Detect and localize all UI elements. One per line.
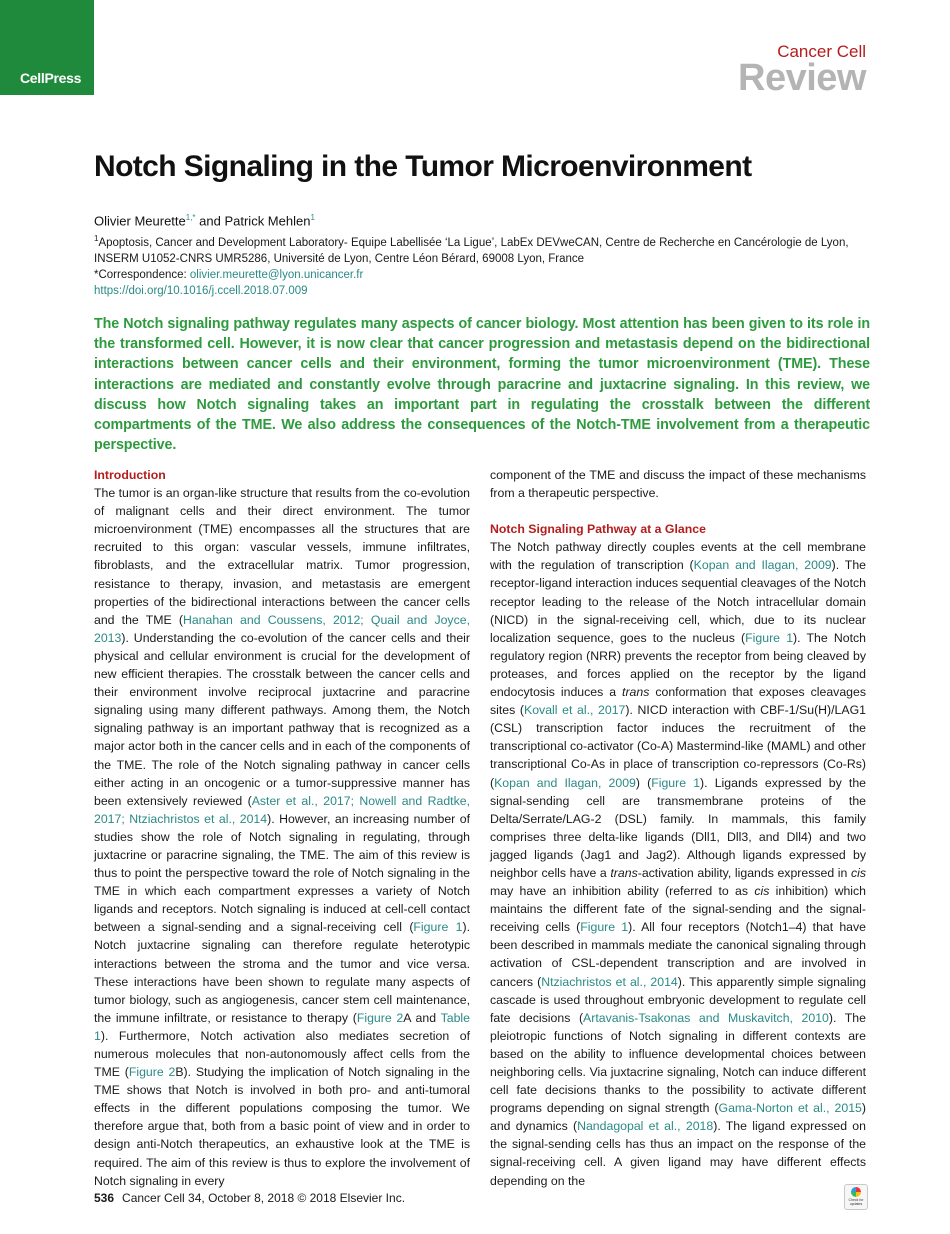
glance-text-7: ). Ligands expressed by the signal-sending cell are transmembrane proteins of the Delta/Serrate/LAG-2 (DSL) family. In mammals, this family comprises three delta-like ligands (Dll1, Dll3, and Dll4) and two jagged ligands (Jag1 and Jag2). Although ligands expressed by neighbor cells have a [490,775,866,880]
cellpress-logo-box [0,0,94,95]
right-column [490,466,866,1190]
glance-text-6: ) ( [635,775,652,790]
article-title: Notch Signaling in the Tumor Microenvironment [94,150,752,183]
page-footer [94,1191,405,1205]
glance-text-2: ). The receptor-ligand interaction induces sequential cleavages of the Notch receptor leading to the release of the Notch intracellular domain (NICD) in the signal-receiving cell, which, due to its nuclear localization sequence, goes to the nucleus ( [490,558,866,645]
affiliation [94,231,870,267]
glance-text-5: ). NICD interaction with CBF-1/Su(H)/LAG1 (CSL) transcription factor induces the recruitment of the transcriptional co-activator (Co-A) Mastermind-like (MAML) and other transcriptional Co-As in place of transcription co-repressors (Co-Rs) ( [490,703,866,790]
glance-text-14: ) and dynamics ( [490,1101,866,1134]
continuation-paragraph: component of the TME and discuss the impact of these mechanisms from a therapeutic perspective. [490,468,866,501]
correspondence-label: *Correspondence: [94,268,190,281]
glance-text-11: ). All four receptors (Notch1–4) that have been described in mammals mediate the canonical signaling through activation of CSL-dependent transcription and are involved in cancers ( [490,920,866,989]
page-number: 536 [94,1191,115,1205]
italic-cis: cis [754,884,770,899]
italic-cis: cis [850,865,867,880]
check-updates-icon [851,1187,861,1197]
ref-figure-2b-link[interactable]: Figure 2 [128,1065,176,1080]
ref-figure-1-link[interactable]: Figure 1 [413,920,463,935]
ref-figure-1-link[interactable]: Figure 1 [651,775,701,790]
notch-glance-paragraph [490,538,866,1189]
abstract: The Notch signaling pathway regulates many aspects of cancer biology. Most attention has been given to its role in the transformed cell. However, it is now clear that cancer progression and metastasis depend on the bidirectional interactions between cancer cells and their environment, forming the tumor microenvironment (TME). These interactions are mediated and constantly evolve through paracrine and juxtacrine signaling. In this review, we discuss how Notch signaling takes an important part in regulating the crosstalk between the different compartments of the TME. We also address the consequences of the Notch-TME involvement from a therapeutic perspective. [94,316,870,454]
glance-text-1: The Notch pathway directly couples events at the cell membrane with the regulation of transcription ( [490,540,866,573]
intro-text-7: B). Studying the implication of Notch signaling in the TME shows that Notch is involved in both pro- and anti-tumoral effects in the different populations composing the tumor. We therefore argue that, both from a basic point of view and in order to design anti-Notch therapeutics, an exhaustive look at the TME is required. The aim of this review is thus to explore the involvement of Notch signaling in every [94,1065,470,1188]
glance-text-12: ). This apparently simple signaling cascade is used throughout embryonic development to regulate cell fate decisions ( [490,974,867,1025]
journal-name: Cancer Cell [777,42,866,61]
doi-link[interactable]: https://doi.org/10.1016/j.ccell.2018.07.009 [94,284,308,297]
check-updates-label: Check for updates [848,1198,864,1206]
introduction-heading: Introduction [94,468,166,482]
ref-artavanis-link[interactable]: Artavanis-Tsakonas and Muskavitch, 2010 [583,1010,829,1025]
ref-hanahan-quail-link[interactable]: Hanahan and Coussens, 2012; Quail and Joyce, 2013 [94,612,470,645]
intro-text-6: ). Furthermore, Notch activation also mediates secretion of numerous molecules that non-autonomously affect cells from the TME ( [94,1028,470,1080]
check-for-updates-badge[interactable] [844,1184,868,1210]
glance-text-4: conformation that exposes cleavages sites ( [490,685,866,718]
intro-text-3: ). However, an increasing number of studies show the role of Notch signaling in regulating, through juxtacrine or paracrine signaling, the TME. The aim of this review is thus to point the perspective toward the role of Notch signaling in the TME in which each compartment expresses a variety of Notch ligands and receptors. Notch signaling is induced at cell-cell contact between a signal-sending and a signal-receiving cell ( [94,811,471,935]
ref-gama-norton-link[interactable]: Gama-Norton et al., 2015 [718,1101,862,1116]
ref-ntziachristos-link[interactable]: Ntziachristos et al., 2014 [541,974,678,989]
correspondence [94,267,870,283]
author-line [94,213,315,228]
ref-aster-nowell-ntziachristos-link[interactable]: Aster et al., 2017; Nowell and Radtke, 2017; Ntziachristos et al., 2014 [94,793,470,826]
glance-text-13: ). The pleiotropic functions of Notch signaling in different contexts are based on the ability to influence developmental choices between neighboring cells. Via juxtacrine signaling, Notch can induce different cell fate decisions thanks to the possibility to activate different programs depending on signal strength ( [490,1010,866,1116]
ref-kopan-ilagan-link[interactable]: Kopan and Ilagan, 2009 [494,775,636,790]
left-column [94,466,470,1190]
article-type-label: Review [738,57,866,99]
footer-citation: Cancer Cell 34, October 8, 2018 © 2018 Elsevier Inc. [122,1191,406,1205]
ref-figure-1-link[interactable]: Figure 1 [580,920,629,935]
ref-kopan-ilagan-link[interactable]: Kopan and Ilagan, 2009 [693,558,832,573]
glance-text-8: -activation ability, ligands expressed in [637,865,851,880]
cellpress-logo: CellPress [20,70,82,86]
author-meurette-marks: 1,* [185,213,196,222]
intro-text-1: The tumor is an organ-like structure that results from the co-evolution of malignant cells and their direct environment. The tumor microenvironment (TME) encompasses all the structures that are recruited to this organ: vascular vessels, immune infiltrates, fibroblasts, and the extracellular matrix. Tumor progression, resistance to therapy, invasion, and metastasis are emergent properties of the bidirectional interactions between the cancer cells and the TME ( [94,486,470,627]
ref-figure-2a-link[interactable]: Figure 2 [356,1010,404,1025]
author-mehlen-marks: 1 [310,213,315,222]
italic-trans: trans [610,865,638,880]
author-mehlen: Patrick Mehlen [224,213,311,229]
affiliation-mark: 1 [94,234,99,243]
glance-text-15: ). The ligand expressed on the signal-sending cells has thus an impact on the response of the signal-receiving cell. A given ligand may have different effects depending on the [490,1119,866,1188]
italic-trans: trans [622,685,650,700]
glance-text-10: inhibition) which maintains the different fate of the signal-sending and the signal-receiving cells ( [490,884,867,935]
author-join: and [195,213,225,229]
glance-text-9: may have an inhibition ability (referred to as [490,884,755,899]
affiliation-text: Apoptosis, Cancer and Development Laboratory- Equipe Labellisée ‘La Ligue’, LabEx DEVweCAN, Centre de Recherche en Cancérologie de Lyon, INSERM U1052-CNRS UMR5286, Université de Lyon, Centre Léon Bérard, 69008 Lyon, France [94,236,849,265]
section-gap [490,502,866,520]
correspondence-email-link[interactable]: olivier.meurette@lyon.unicancer.fr [189,268,364,281]
intro-text-4: ). Notch juxtacrine signaling can therefore regulate heterotypic interactions between the stroma and the tumor and vice versa. These interactions have been shown to regulate many aspects of tumor biology, such as angiogenesis, cancer stem cell maintenance, the immune infiltrate, or resistance to therapy ( [94,920,470,1025]
ref-nandagopal-link[interactable]: Nandagopal et al., 2018 [577,1119,714,1134]
intro-text-2: ). Understanding the co-evolution of the cancer cells and their physical and cellular environment is crucial for the development of new efficient therapies. The crosstalk between the cancer cells and their environment involve reciprocal juxtacrine and paracrine signaling using many different pathways. Among them, the Notch signaling pathway is an important pathway that is recognized as a major actor both in the cancer cells and in each of the components of the TME. The role of the Notch signaling pathway in cancer cells either acting in an oncogenic or a tumor-suppressive manner has been extensively reviewed ( [94,630,470,808]
glance-text-3: ). The Notch regulatory region (NRR) prevents the receptor from being cleaved by proteases, and forces applied on the receptor by the ligand endocytosis induces a [490,630,866,700]
ref-kovall-link[interactable]: Kovall et al., 2017 [524,703,626,718]
introduction-paragraph [94,484,470,1190]
ref-figure-1-link[interactable]: Figure 1 [745,630,794,645]
notch-glance-heading: Notch Signaling Pathway at a Glance [490,522,706,537]
ref-table-1-link[interactable]: Table 1 [94,1010,470,1043]
author-meurette: Olivier Meurette [94,213,186,229]
affiliation-block [94,231,870,299]
intro-text-5: A and [403,1010,441,1025]
